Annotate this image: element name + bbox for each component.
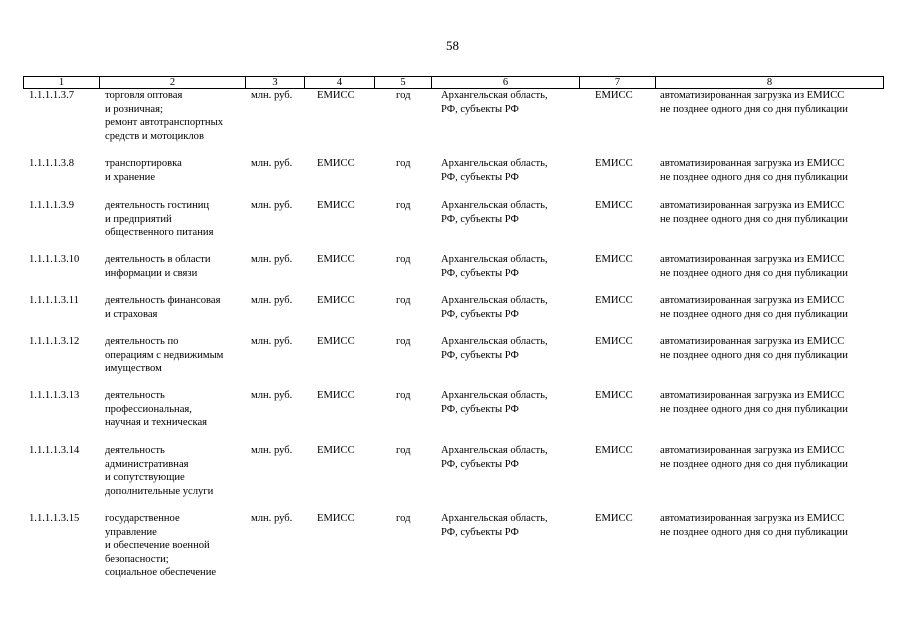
data-source: ЕМИСС bbox=[317, 445, 355, 456]
indicator-name-line: и предприятий bbox=[105, 213, 172, 225]
collection-method-line: автоматизированная загрузка из ЕМИСС bbox=[660, 254, 845, 265]
territory-line: Архангельская область, bbox=[441, 513, 548, 524]
territory bbox=[441, 389, 548, 416]
indicator-name-line: деятельность bbox=[105, 390, 165, 401]
territory bbox=[441, 512, 548, 539]
indicator-name-line: научная и техническая bbox=[105, 417, 208, 429]
unit: млн. руб. bbox=[251, 445, 293, 456]
unit: млн. руб. bbox=[251, 295, 293, 306]
territory-line: Архангельская область, bbox=[441, 158, 548, 169]
territory-line: Архангельская область, bbox=[441, 254, 548, 265]
collection-method-line: автоматизированная загрузка из ЕМИСС bbox=[660, 295, 845, 306]
periodicity: год bbox=[396, 200, 411, 211]
information-system: ЕМИСС bbox=[595, 513, 633, 524]
information-system: ЕМИСС bbox=[595, 254, 633, 265]
page-number: 58 bbox=[446, 38, 459, 53]
collection-method-line: не позднее одного дня со дня публикации bbox=[660, 308, 848, 320]
periodicity: год bbox=[396, 390, 411, 401]
indicator-name bbox=[105, 294, 220, 321]
territory bbox=[441, 253, 548, 280]
collection-method bbox=[660, 89, 848, 116]
periodicity: год bbox=[396, 513, 411, 524]
collection-method bbox=[660, 157, 848, 184]
indicator-name bbox=[105, 335, 223, 376]
collection-method-line: автоматизированная загрузка из ЕМИСС bbox=[660, 90, 845, 101]
column-number-7: 7 bbox=[580, 77, 656, 89]
indicator-name-line: и обеспечение военной bbox=[105, 540, 210, 552]
collection-method-line: не позднее одного дня со дня публикации bbox=[660, 171, 848, 183]
data-source: ЕМИСС bbox=[317, 90, 355, 101]
information-system: ЕМИСС bbox=[595, 158, 633, 169]
information-system: ЕМИСС bbox=[595, 200, 633, 211]
periodicity: год bbox=[396, 445, 411, 456]
territory-line: РФ, субъекты РФ bbox=[441, 103, 519, 115]
collection-method bbox=[660, 294, 848, 321]
collection-method-line: не позднее одного дня со дня публикации bbox=[660, 103, 848, 115]
unit: млн. руб. bbox=[251, 158, 293, 169]
indicator-name bbox=[105, 199, 213, 240]
indicator-name-line: деятельность по bbox=[105, 336, 179, 347]
information-system: ЕМИСС bbox=[595, 336, 633, 347]
data-source: ЕМИСС bbox=[317, 390, 355, 401]
indicator-name-line: торговля оптовая bbox=[105, 90, 183, 101]
data-source: ЕМИСС bbox=[317, 254, 355, 265]
collection-method-line: автоматизированная загрузка из ЕМИСС bbox=[660, 200, 845, 211]
indicator-name-line: дополнительные услуги bbox=[105, 485, 214, 497]
territory bbox=[441, 444, 548, 471]
information-system: ЕМИСС bbox=[595, 90, 633, 101]
collection-method-line: не позднее одного дня со дня публикации bbox=[660, 526, 848, 538]
territory-line: РФ, субъекты РФ bbox=[441, 213, 519, 225]
indicator-code: 1.1.1.1.3.11 bbox=[29, 295, 79, 306]
indicator-name bbox=[105, 157, 182, 184]
territory bbox=[441, 199, 548, 226]
collection-method-line: не позднее одного дня со дня публикации bbox=[660, 458, 848, 470]
territory-line: Архангельская область, bbox=[441, 90, 548, 101]
unit: млн. руб. bbox=[251, 336, 293, 347]
collection-method bbox=[660, 444, 848, 471]
indicator-code: 1.1.1.1.3.9 bbox=[29, 200, 75, 211]
column-number-3: 3 bbox=[246, 77, 305, 89]
indicator-name-line: социальное обеспечение bbox=[105, 567, 217, 579]
collection-method-line: автоматизированная загрузка из ЕМИСС bbox=[660, 336, 845, 347]
indicator-name-line: и хранение bbox=[105, 171, 156, 183]
indicator-name-line: и сопутствующие bbox=[105, 472, 185, 484]
collection-method-line: не позднее одного дня со дня публикации bbox=[660, 349, 848, 361]
indicator-code: 1.1.1.1.3.15 bbox=[29, 513, 80, 524]
indicator-name-line: средств и мотоциклов bbox=[105, 130, 204, 142]
territory bbox=[441, 157, 548, 184]
indicator-name bbox=[105, 389, 207, 430]
indicator-name-line: имуществом bbox=[105, 363, 162, 375]
indicator-name-line: безопасности; bbox=[105, 553, 169, 565]
indicator-name bbox=[105, 512, 216, 580]
information-system: ЕМИСС bbox=[595, 295, 633, 306]
territory bbox=[441, 294, 548, 321]
indicator-name-line: управление bbox=[105, 526, 157, 538]
column-number-6: 6 bbox=[432, 77, 580, 89]
column-number-5: 5 bbox=[375, 77, 432, 89]
data-source: ЕМИСС bbox=[317, 158, 355, 169]
column-number-header bbox=[23, 76, 884, 89]
indicator-name-line: и страховая bbox=[105, 308, 158, 320]
collection-method bbox=[660, 389, 848, 416]
column-number-4: 4 bbox=[305, 77, 375, 89]
column-number-8: 8 bbox=[656, 77, 884, 89]
collection-method-line: автоматизированная загрузка из ЕМИСС bbox=[660, 513, 845, 524]
collection-method bbox=[660, 199, 848, 226]
territory bbox=[441, 89, 548, 116]
indicator-name bbox=[105, 444, 213, 498]
territory-line: Архангельская область, bbox=[441, 336, 548, 347]
collection-method-line: автоматизированная загрузка из ЕМИСС bbox=[660, 158, 845, 169]
collection-method-line: не позднее одного дня со дня публикации bbox=[660, 213, 848, 225]
indicator-code: 1.1.1.1.3.7 bbox=[29, 90, 75, 101]
territory-line: Архангельская область, bbox=[441, 445, 548, 456]
territory-line: РФ, субъекты РФ bbox=[441, 458, 519, 470]
territory-line: РФ, субъекты РФ bbox=[441, 267, 519, 279]
unit: млн. руб. bbox=[251, 90, 293, 101]
indicator-name-line: транспортировка bbox=[105, 158, 182, 169]
collection-method bbox=[660, 335, 848, 362]
indicator-code: 1.1.1.1.3.8 bbox=[29, 158, 75, 169]
periodicity: год bbox=[396, 336, 411, 347]
indicator-name-line: операциям с недвижимым bbox=[105, 349, 224, 361]
territory-line: РФ, субъекты РФ bbox=[441, 308, 519, 320]
indicator-name bbox=[105, 89, 223, 143]
indicator-name-line: общественного питания bbox=[105, 227, 214, 239]
indicator-code: 1.1.1.1.3.14 bbox=[29, 445, 80, 456]
information-system: ЕМИСС bbox=[595, 445, 633, 456]
unit: млн. руб. bbox=[251, 390, 293, 401]
periodicity: год bbox=[396, 254, 411, 265]
periodicity: год bbox=[396, 90, 411, 101]
information-system: ЕМИСС bbox=[595, 390, 633, 401]
indicator-name-line: деятельность bbox=[105, 445, 165, 456]
indicator-name bbox=[105, 253, 211, 280]
periodicity: год bbox=[396, 158, 411, 169]
territory bbox=[441, 335, 548, 362]
indicator-code: 1.1.1.1.3.13 bbox=[29, 390, 80, 401]
territory-line: Архангельская область, bbox=[441, 200, 548, 211]
collection-method bbox=[660, 512, 848, 539]
unit: млн. руб. bbox=[251, 513, 293, 524]
indicator-name-line: деятельность финансовая bbox=[105, 295, 221, 306]
collection-method-line: не позднее одного дня со дня публикации bbox=[660, 403, 848, 415]
data-source: ЕМИСС bbox=[317, 200, 355, 211]
indicator-name-line: деятельность в области bbox=[105, 254, 211, 265]
unit: млн. руб. bbox=[251, 200, 293, 211]
indicator-code: 1.1.1.1.3.10 bbox=[29, 254, 80, 265]
unit: млн. руб. bbox=[251, 254, 293, 265]
column-number-2: 2 bbox=[100, 77, 246, 89]
territory-line: РФ, субъекты РФ bbox=[441, 526, 519, 538]
periodicity: год bbox=[396, 295, 411, 306]
data-source: ЕМИСС bbox=[317, 513, 355, 524]
collection-method-line: автоматизированная загрузка из ЕМИСС bbox=[660, 390, 845, 401]
collection-method bbox=[660, 253, 848, 280]
territory-line: Архангельская область, bbox=[441, 390, 548, 401]
indicator-name-line: государственное bbox=[105, 513, 180, 524]
collection-method-line: не позднее одного дня со дня публикации bbox=[660, 267, 848, 279]
territory-line: РФ, субъекты РФ bbox=[441, 171, 519, 183]
territory-line: РФ, субъекты РФ bbox=[441, 349, 519, 361]
indicator-name-line: административная bbox=[105, 458, 189, 470]
indicator-name-line: и розничная; bbox=[105, 103, 163, 115]
data-source: ЕМИСС bbox=[317, 336, 355, 347]
indicator-name-line: деятельность гостиниц bbox=[105, 200, 210, 211]
column-number-1: 1 bbox=[24, 77, 100, 89]
territory-line: РФ, субъекты РФ bbox=[441, 403, 519, 415]
indicator-name-line: профессиональная, bbox=[105, 403, 192, 415]
collection-method-line: автоматизированная загрузка из ЕМИСС bbox=[660, 445, 845, 456]
indicator-code: 1.1.1.1.3.12 bbox=[29, 336, 80, 347]
territory-line: Архангельская область, bbox=[441, 295, 548, 306]
data-source: ЕМИСС bbox=[317, 295, 355, 306]
indicator-name-line: информации и связи bbox=[105, 267, 198, 279]
indicator-name-line: ремонт автотранспортных bbox=[105, 117, 223, 129]
